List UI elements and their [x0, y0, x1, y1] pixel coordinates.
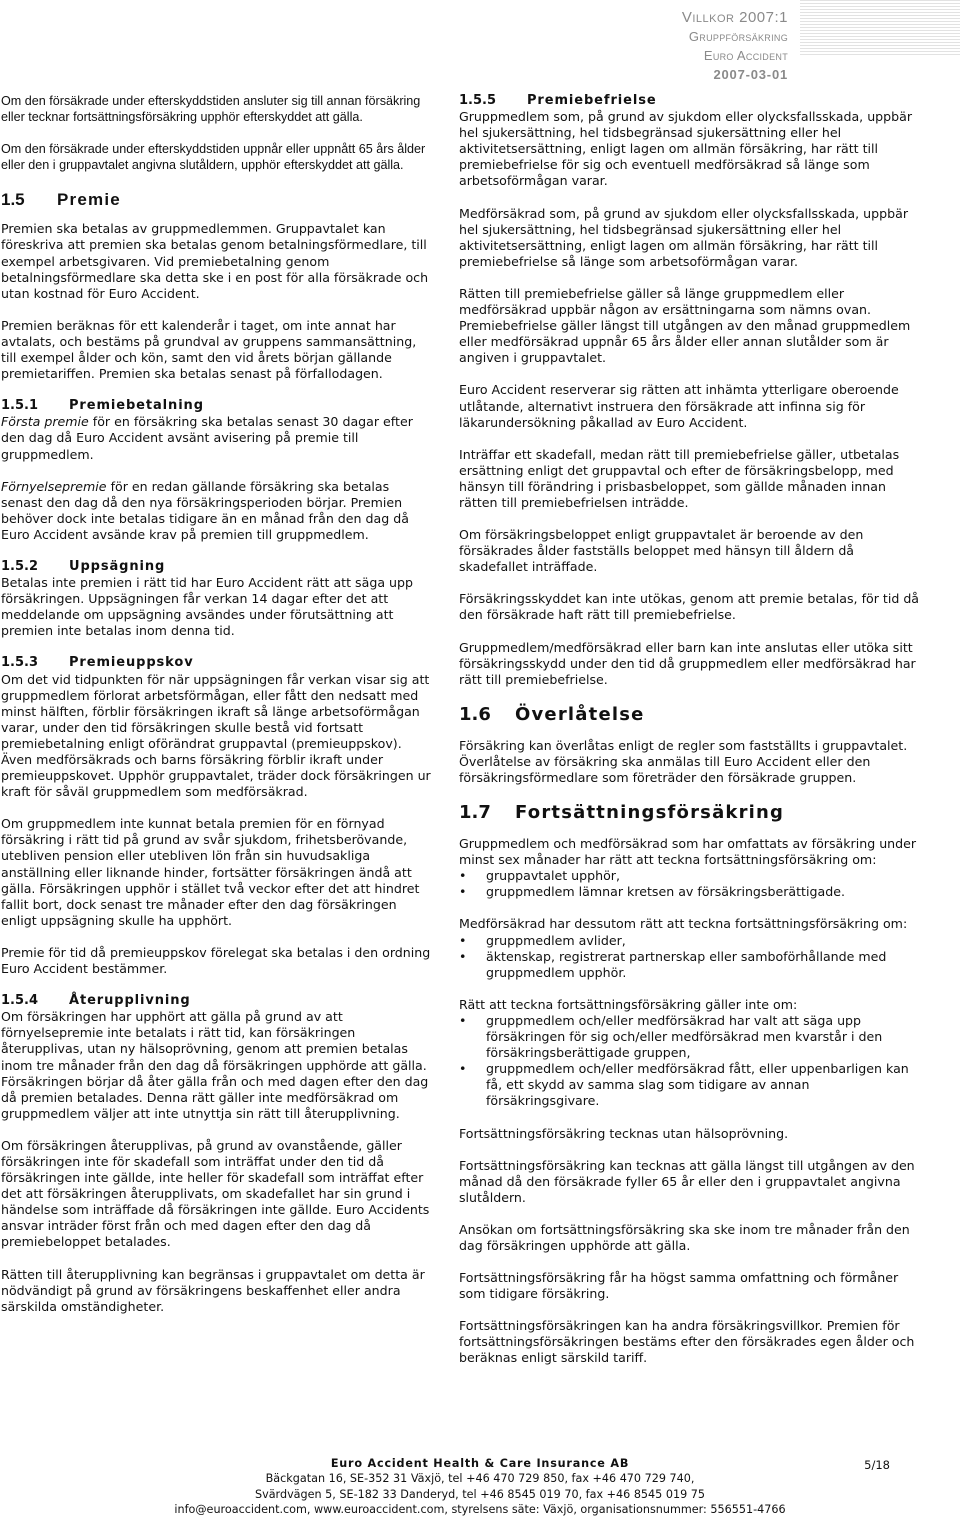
paragraph: Försäkringsskyddet kan inte utökas, genom att premie betalas, för tid då den försäkrade haft rätt till premiebefrielse.	[459, 591, 920, 623]
paragraph: Försäkring kan överlåtas enligt de regler som fastställts i gruppavtalet. Överlåtelse av försäkring ska anmälas till Euro Accident eller den försäkringsförmedlare som företräder den försäkrade gruppen.	[459, 737, 908, 785]
paragraph: Medförsäkrad som, på grund av sjukdom eller olycksfallsskada, uppbär hel sjukersättning, hel tidsbegränsad sjukersättning eller hel aktivitetsersättning, enligt lagen om allmän försäkring, har rätt till premiebefrielse så länge som arbetsoförmågan varar.	[459, 205, 909, 269]
section-heading-1-5-4	[1, 993, 433, 1009]
page-footer	[0, 1456, 960, 1518]
list-item: • gruppavtalet upphör,	[459, 868, 620, 884]
bullet-list	[459, 933, 921, 981]
section-heading-1-5-2	[1, 559, 433, 575]
section-number: 1.5.3	[1, 655, 39, 671]
section-number: 1.5.1	[1, 398, 39, 414]
paragraph: Premien beräknas för ett kalenderår i taget, om inte annat har avtalats, och bestäms på grundval av gruppens sammansättning, till exempel ålder och kön, samt den vid årets början gällande premietariffen. Premien ska betalas senast på förfallodagen.	[1, 317, 417, 382]
paragraph: Premien ska betalas av gruppmedlemmen. Gruppavtalet kan föreskriva att premien ska betalas genom betalningsförmedlare, till exempel arbetsgivaren. Vid premiebetalning genom betalningsförmedlare ska detta ske i en post för alla försäkrade och utan kostnad för Euro Accident.	[1, 221, 429, 301]
paragraph: Fortsättningsförsäkring kan tecknas att gälla längst till utgången av den månad då den försäkrade fyller 65 år eller den i gruppavtalet angivna slutåldern.	[459, 1157, 915, 1205]
paragraph: Ansökan om fortsättningsförsäkring ska ske inom tre månader från den dag försäkringen upphörde att gälla.	[459, 1221, 910, 1253]
section-heading-1-6	[459, 704, 921, 726]
paragraph: Fortsättningsförsäkringen kan ha andra försäkringsvillkor. Premien för fortsättningsförsäkringen bestäms efter den försäkrades egen ålder och beräknas enligt särskild tariff.	[459, 1318, 915, 1366]
section-heading-1-5-3	[1, 655, 433, 671]
bullet-list	[459, 1013, 921, 1110]
paragraph: Rätten till återupplivning kan begränsas i gruppavtalet om detta är nödvändigt på grund av försäkringens beskaffenhet eller andra särskilda omständigheter.	[1, 1266, 425, 1314]
paragraph: Om gruppmedlem inte kunnat betala premien för en förnyad försäkring i rätt tid på grund av svår sjukdom, frihetsberövande, utebliven pension eller utebliven lön från sin huvudsakliga anställning eller liknande hinder, fortsätter försäkringen ändå att gälla. Försäkringen upphör i stället två veckor efter det att hindret fallit bort, dock senast tre månader efter den dag försäkringen enligt uppsägning skulle ha upphört.	[1, 816, 420, 928]
section-number: 1.5.5	[459, 93, 497, 108]
term: Förnyelsepremie	[1, 478, 107, 494]
footer-company: Euro Accident Health & Care Insurance AB	[330, 1457, 630, 1470]
page-header	[468, 8, 788, 84]
left-column	[1, 93, 433, 1331]
paragraph: Premie för tid då premieuppskov förelegat ska betalas i den ordning Euro Accident bestämmer.	[1, 944, 431, 977]
section-title: Återupplivning	[69, 993, 191, 1009]
list-item: • gruppmedlem och/eller medförsäkrad har valt att säga upp försäkringen för sig och/eller medförsäkrad men kvarstår i den försäkringsberättigade gruppen,	[459, 1012, 883, 1061]
section-number: 1.7	[459, 802, 491, 824]
section-heading-1-7	[459, 802, 921, 824]
paragraph: Medförsäkrad har dessutom rätt att teckna fortsättningsförsäkring om:	[459, 916, 908, 932]
list-item: • gruppmedlem och/eller medförsäkrad fått, eller uppenbarligen kan få, ett skydd av samma slag som tidigare av annan försäkringsgivare.	[459, 1061, 909, 1109]
paragraph: Rätt att teckna fortsättningsförsäkring gäller inte om:	[459, 996, 798, 1012]
list-item: • gruppmedlem avlider,	[459, 932, 626, 948]
bullet-icon: •	[459, 948, 467, 964]
paragraph: Om försäkringen har upphört att gälla på grund av att förnyelsepremie inte betalats i rätt tid, kan försäkringen återupplivas, utan ny hälsoprövning, genom att premien betalas inom tre månader från den dag då försäkringen upphörde att gälla. Försäkringen börjar då åter gälla från och med dagen efter den dag då premien betalades. Denna rätt gäller inte medförsäkrad om gruppmedlem väljer att inte utnyttja sin rätt till återupplivning.	[1, 1009, 429, 1121]
paragraph: Första premie för en försäkring ska betalas senast 30 dagar efter den dag då Euro Accident avsänt avisering på premie till gruppmedlem.	[1, 414, 413, 462]
paragraph: Om det vid tidpunkten för när uppsägningen får verkan visar sig att gruppmedlem förlorat arbetsförmågan, eller fått den nedsatt med minst hälften, förblir försäkringen ikraft så länge arbetsoförmågan varar, under den tid försäkringen skulle bestå vid fortsatt premiebetalning enligt oförändrat gruppavtal (premieuppskov). Även medförsäkrads och barns försäkring förblir ikraft under premieuppskovet. Upphör gruppavtalet, träder dock försäkringen ur kraft för såväl gruppmedlem som medförsäkrad.	[1, 671, 431, 800]
product-name: Gruppförsäkring	[688, 29, 788, 44]
right-column	[459, 93, 921, 1383]
section-title: Premie	[57, 190, 121, 210]
section-title: Premiebefrielse	[527, 93, 657, 108]
footer-contact: info@euroaccident.com, www.euroaccident.com, styrelsens säte: Växjö, organisationsnummer: 556551-4766	[174, 1503, 786, 1517]
paragraph: Gruppmedlem som, på grund av sjukdom eller olycksfallsskada, uppbär hel sjukersättning, hel tidsbegränsad sjukersättning eller hel aktivitetsersättning, enligt lagen om allmän försäkring, har rätt till premiebefrielse för sig och eventuell medförsäkrad så länge som arbetsoförmågan varar.	[459, 109, 913, 189]
section-title: Premieuppskov	[69, 655, 194, 671]
section-number: 1.5	[1, 190, 25, 210]
paragraph: Fortsättningsförsäkring får ha högst samma omfattning och förmåner som tidigare försäkring.	[459, 1270, 899, 1302]
paragraph: Rätten till premiebefrielse gäller så länge gruppmedlem eller medförsäkrad uppbär någon av ersättningarna som nämns ovan. Premiebefrielse gäller längst till utgången av den månad gruppmedlem eller medförsäkrad uppnår 65 års ålder eller annan slutålder som är angiven i gruppavtalet.	[459, 285, 911, 366]
footer-address-1: Bäckgatan 16, SE-352 31 Växjö, tel +46 470 729 850, fax +46 470 729 740,	[265, 1472, 695, 1486]
paragraph: Fortsättningsförsäkring tecknas utan hälsoprövning.	[459, 1125, 789, 1141]
bullet-icon: •	[459, 932, 467, 948]
paragraph: Gruppmedlem och medförsäkrad som har omfattats av försäkring under minst sex månader har rätt att teckna fortsättningsförsäkring om:	[459, 836, 917, 868]
bullet-icon: •	[459, 884, 467, 900]
list-item: • äktenskap, registrerat partnerskap eller samboförhållande med gruppmedlem upphör.	[459, 948, 887, 980]
section-title: Överlåtelse	[515, 703, 645, 725]
paragraph: Om den försäkrade under efterskyddstiden ansluter sig till annan försäkring eller tecknar fortsättningsförsäkring upphör efterskyddet att gälla.	[1, 94, 421, 125]
page-number: 5/18	[864, 1458, 890, 1472]
paragraph: Om försäkringsbeloppet enligt gruppavtalet är beroende av den försäkrades ålder fastställs beloppet med hänsyn till åldern då skadefallet inträffade.	[459, 527, 864, 575]
section-number: 1.5.4	[1, 993, 39, 1009]
paragraph: Betalas inte premien i rätt tid har Euro Accident rätt att säga upp försäkringen. Uppsägningen får verkan 14 dagar efter det att meddelande om uppsägning avsändes under förutsättning att premien inte betalas inom denna tid.	[1, 575, 414, 639]
paragraph: Gruppmedlem/medförsäkrad eller barn kan inte anslutas eller utöka sitt försäkringsskydd under den tid då gruppmedlem eller medförsäkrad har rätt till premiebefrielse.	[459, 639, 916, 687]
section-number: 1.5.2	[1, 558, 39, 574]
paragraph: Förnyelsepremie för en redan gällande försäkring ska betalas senast den dag då den nya försäkringsperioden börjar. Premien behöver dock inte betalas tidigare än en månad från den dag då Euro Accident avsände krav på premien till gruppmedlem.	[1, 478, 409, 542]
header-decoration	[800, 0, 960, 58]
bullet-icon: •	[459, 1061, 467, 1077]
company-name: Euro Accident	[703, 48, 788, 63]
section-heading-1-5-5	[459, 93, 921, 109]
document-date: 2007-03-01	[713, 67, 788, 82]
section-title: Premiebetalning	[69, 398, 204, 414]
bullet-icon: •	[459, 1012, 467, 1028]
footer-address-2: Svärdvägen 5, SE-182 33 Danderyd, tel +46 8545 019 70, fax +46 8545 019 75	[254, 1487, 705, 1501]
section-title: Uppsägning	[69, 558, 166, 574]
paragraph: Om den försäkrade under efterskyddstiden uppnår eller uppnått 65 års ålder eller den i gruppavtalet angivna slutåldern, upphör efterskyddet att gälla.	[1, 142, 426, 173]
section-number: 1.6	[459, 703, 491, 725]
document-title: Villkor 2007:1	[681, 9, 788, 26]
paragraph: Om försäkringen återupplivas, på grund av ovanstående, gäller försäkringen inte för skadefall som inträffat under den tid då försäkringen inte gällde, inte heller för skadefall som inträffat efter det att försäkringen återupplivats, om skadefallet har sin grund i händelse som inträffade då försäkringen inte gällde. Euro Accidents ansvar inträder först från och med dagen efter den dag då premiebeloppet betalades.	[1, 1137, 430, 1250]
term: Första premie	[1, 414, 89, 430]
paragraph: Euro Accident reserverar sig rätten att inhämta ytterligare oberoende utlåtande, alternativt instruera den försäkrade att infinna sig för läkarundersökning påkallad av Euro Accident.	[459, 382, 899, 430]
list-item: • gruppmedlem lämnar kretsen av försäkringsberättigade.	[459, 884, 845, 900]
paragraph: Inträffar ett skadefall, medan rätt till premiebefrielse gäller, utbetalas ersättning enligt det gruppavtal och efter de försäkringsbelopp, med hänsyn till förändring i prisbasbeloppet, som gällde månaden innan rätten till premiebefrielsen inträdde.	[459, 446, 900, 510]
section-heading-1-5-1	[1, 398, 433, 414]
bullet-list	[459, 868, 921, 900]
section-title: Fortsättningsförsäkring	[515, 802, 785, 824]
bullet-icon: •	[459, 868, 467, 884]
section-heading-1-5	[1, 189, 433, 211]
